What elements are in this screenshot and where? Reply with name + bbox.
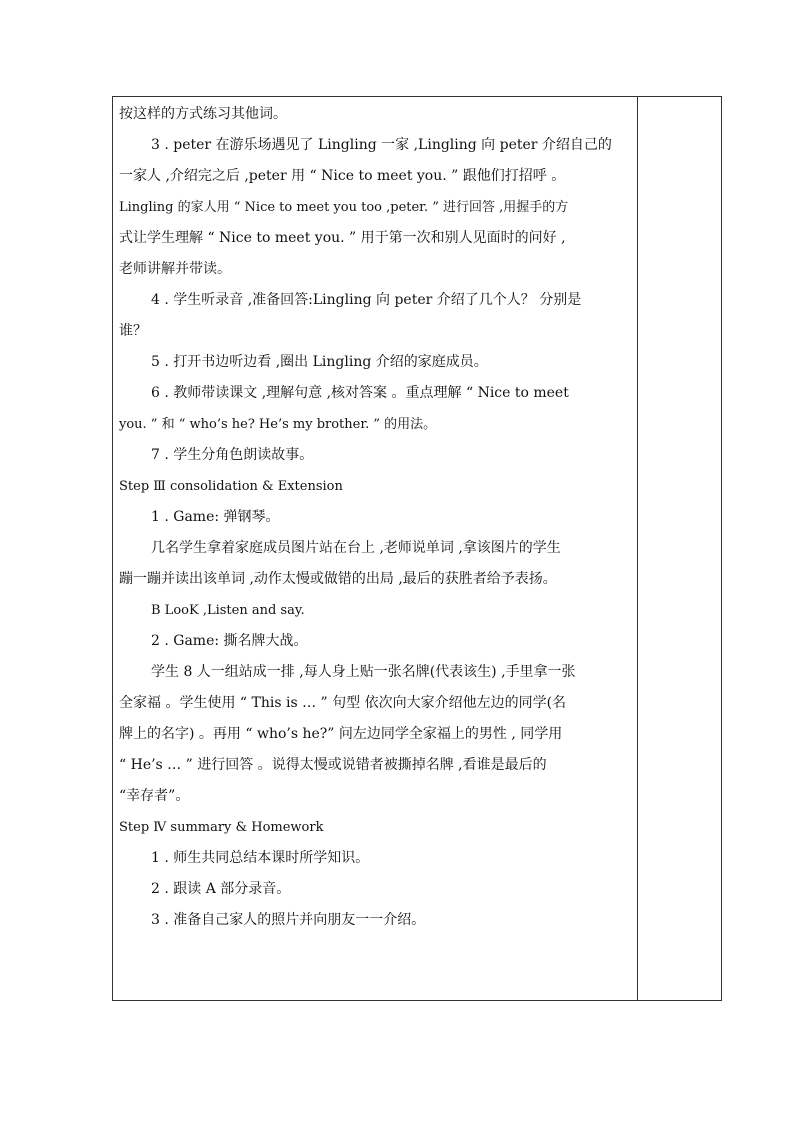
text-line-8: 谁？	[119, 323, 147, 339]
text-line-15: 几名学生拿着家庭成员图片站在台上 ,老师说单词 ,拿该图片的学生	[151, 540, 561, 556]
notes-cell	[638, 97, 721, 1000]
text-line-4: Lingling 的家人用 “ Nice to meet you too ,peter. ” 进行回答 ,用握手的方	[119, 200, 569, 215]
text-line-1: 按这样的方式练习其他词。	[119, 106, 287, 122]
text-line-7: 4 . 学生听录音 ,准备回答:Lingling 向 peter 介绍了几个人？ 分别是	[151, 292, 582, 308]
text-line-21: 牌上的名字) 。再用 “ who’s he?” 问左边同学全家福上的男性 , 同学用	[119, 726, 563, 742]
text-line-16: 蹦一蹦并读出该单词 ,动作太慢或做错的出局 ,最后的获胜者给予表扬。	[119, 571, 557, 587]
text-line-22: “ He’s … ” 进行回答 。说得太慢或说错者被撕掉名牌 ,看谁是最后的	[119, 757, 547, 773]
text-line-6: 老师讲解并带读。	[119, 261, 231, 277]
text-line-10: 6 . 教师带读课文 ,理解句意 ,核对答案 。重点理解 “ Nice to meet	[151, 385, 569, 401]
text-line-12: 7 . 学生分角色朗读故事。	[151, 447, 314, 463]
text-line-14: 1 . Game: 弹钢琴。	[151, 509, 280, 525]
text-line-11: you. ” 和 “ who’s he? He’s my brother. ” 的用法。	[119, 417, 437, 432]
text-line-19: 学生 8 人一组站成一排 ,每人身上贴一张名牌(代表该生) ,手里拿一张	[151, 664, 576, 680]
text-line-26: 2 . 跟读 A 部分录音。	[151, 881, 291, 897]
lesson-content-cell	[119, 99, 635, 936]
text-line-27: 3 . 准备自己家人的照片并向朋友一一介绍。	[151, 912, 426, 928]
text-line-5: 式让学生理解 “ Nice to meet you. ” 用于第一次和别人见面时的问好 ,	[119, 230, 566, 246]
text-line-25: 1 . 师生共同总结本课时所学知识。	[151, 850, 370, 866]
text-line-20: 全家福 。学生使用 “ This is … ” 句型 依次向大家介绍他左边的同学(名	[119, 695, 567, 711]
step-3-heading: Step Ⅲ consolidation & Extension	[119, 479, 343, 494]
text-line-9: 5 . 打开书边听边看 ,圈出 Lingling 介绍的家庭成员。	[151, 354, 488, 370]
text-line-2: 3 . peter 在游乐场遇见了 Lingling 一家 ,Lingling 向 peter 介绍自己的	[151, 137, 612, 153]
text-line-18: 2 . Game: 撕名牌大战。	[151, 633, 308, 649]
text-line-23: “幸存者”。	[119, 788, 190, 804]
lesson-plan-table	[112, 96, 722, 1001]
text-line-3: 一家人 ,介绍完之后 ,peter 用 “ Nice to meet you. ” 跟他们打招呼 。	[119, 168, 566, 184]
step-4-heading: Step Ⅳ summary & Homework	[119, 820, 324, 835]
text-line-17: B LooK ,Listen and say.	[151, 603, 305, 618]
